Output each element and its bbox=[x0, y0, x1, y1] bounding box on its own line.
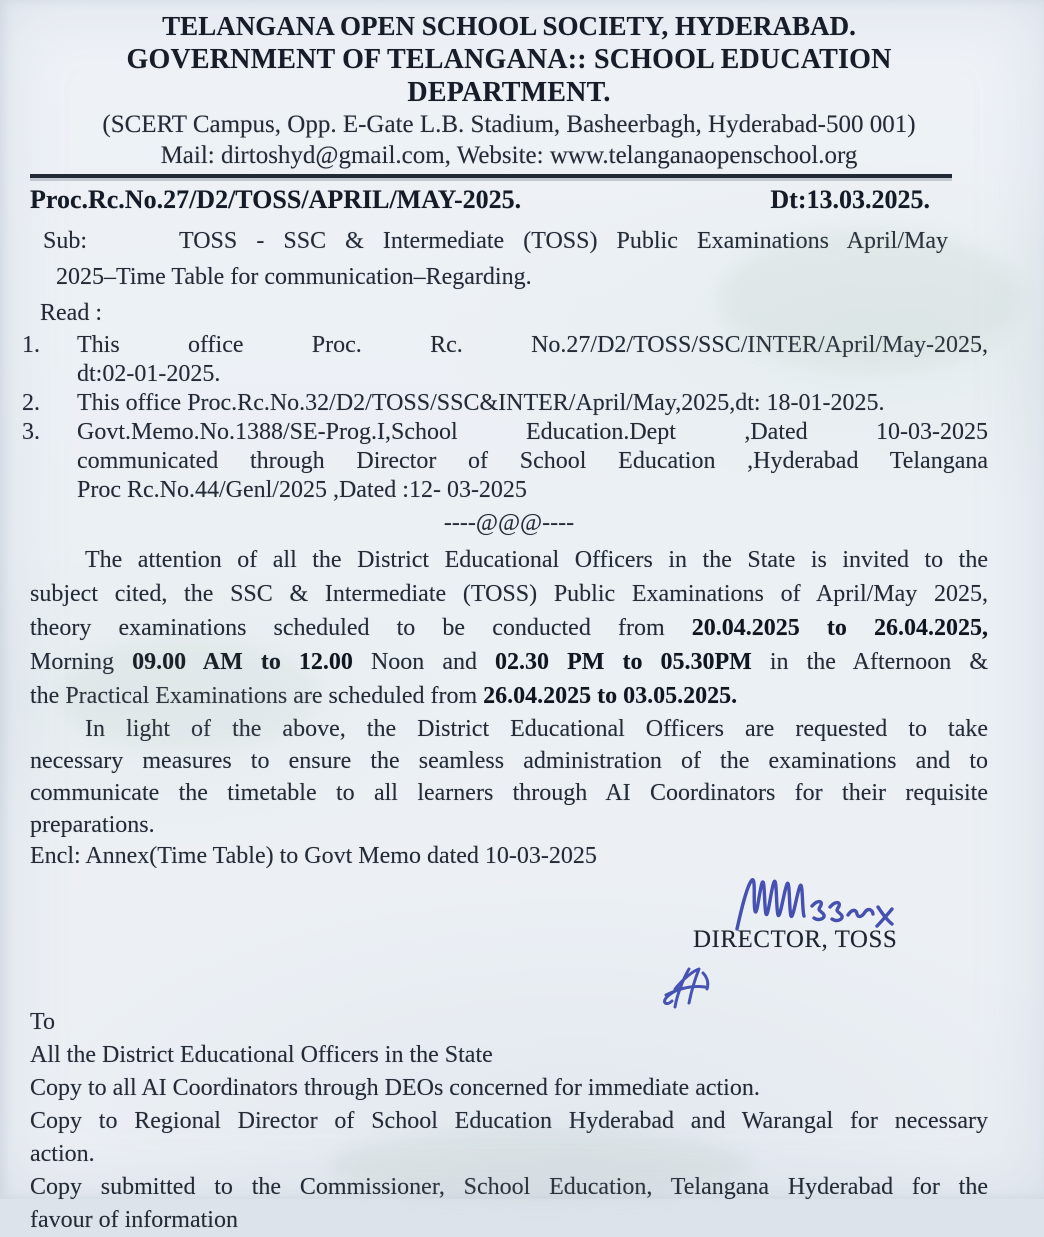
paragraph-line bbox=[30, 679, 988, 713]
signature-block bbox=[30, 871, 988, 1006]
reference-row bbox=[30, 185, 988, 215]
letterhead-society-name: TELANGANA OPEN SCHOOL SOCIETY, HYDERABAD. bbox=[162, 11, 856, 41]
paragraph-text: the Practical Examinations are scheduled from bbox=[30, 683, 484, 709]
letterhead-address: (SCERT Campus, Opp. E-Gate L.B. Stadium, Basheerbagh, Hyderabad-500 001) bbox=[102, 111, 916, 138]
distribution-line: action. bbox=[30, 1141, 95, 1167]
read-item-text: This office Proc. Rc. No.27/D2/TOSS/SSC/INTER/April/May-2025, bbox=[77, 332, 988, 358]
paragraph-text: Noon and bbox=[352, 649, 496, 675]
subject-text-line1: TOSS - SSC & Intermediate (TOSS) Public Examinations April/May bbox=[179, 228, 948, 254]
practical-exam-dates: 26.04.2025 to 03.05.2025. bbox=[483, 683, 738, 709]
morning-session-time: 09.00 AM to 12.00 bbox=[132, 649, 353, 675]
read-item-text: Govt.Memo.No.1388/SE-Prog.I,School Education.Dept ,Dated 10-03-2025 bbox=[77, 419, 988, 445]
read-item-3 bbox=[22, 418, 988, 505]
read-item-text: communicated through Director of School Education ,Hyderabad Telangana bbox=[77, 448, 988, 474]
read-item-number: 2. bbox=[22, 390, 40, 416]
read-item-1 bbox=[22, 331, 988, 389]
paragraph-line bbox=[30, 611, 988, 645]
paragraph-line: communicate the timetable to all learners through AI Coordinators for their requisite bbox=[30, 780, 988, 806]
read-item-number: 1. bbox=[22, 332, 40, 358]
paragraph-text: theory examinations scheduled to be conducted from bbox=[30, 615, 692, 641]
distribution-line: Copy submitted to the Commissioner, School Education, Telangana Hyderabad for the bbox=[30, 1174, 988, 1200]
body-paragraph-1 bbox=[30, 543, 988, 713]
enclosure-line: Encl: Annex(Time Table) to Govt Memo dated 10-03-2025 bbox=[30, 843, 597, 869]
proceeding-date: Dt:13.03.2025. bbox=[770, 185, 930, 214]
proceeding-number: Proc.Rc.No.27/D2/TOSS/APRIL/MAY-2025. bbox=[30, 185, 522, 214]
paragraph-line: preparations. bbox=[30, 812, 155, 838]
paragraph-line: subject cited, the SSC & Intermediate (TOSS) Public Examinations of April/May 2025, bbox=[30, 581, 988, 607]
letterhead bbox=[30, 10, 988, 171]
distribution-to-label: To bbox=[30, 1009, 55, 1035]
signature-initials bbox=[658, 961, 732, 1013]
body-paragraph-2 bbox=[30, 713, 988, 841]
distribution-line: All the District Educational Officers in the State bbox=[30, 1042, 493, 1068]
paragraph-line: The attention of all the District Educational Officers in the State is invited to the bbox=[85, 547, 988, 573]
distribution-line: Copy to all AI Coordinators through DEOs concerned for immediate action. bbox=[30, 1075, 760, 1101]
read-item-text: Proc Rc.No.44/Genl/2025 ,Dated :12- 03-2025 bbox=[77, 477, 527, 503]
letterhead-department: GOVERNMENT OF TELANGANA:: SCHOOL EDUCATION DEPARTMENT. bbox=[126, 44, 892, 108]
letterhead-contact: Mail: dirtoshyd@gmail.com, Website: www.telanganaopenschool.org bbox=[160, 142, 858, 169]
distribution-line: Copy to Regional Director of School Education Hyderabad and Warangal for necessary bbox=[30, 1108, 988, 1134]
section-separator: ----@@@---- bbox=[443, 510, 575, 536]
paragraph-line: necessary measures to ensure the seamless administration of the examinations and to bbox=[30, 748, 988, 774]
subject-label: Sub: bbox=[43, 228, 88, 254]
signatory-title: DIRECTOR, TOSS bbox=[693, 926, 898, 953]
subject-text-line2: 2025–Time Table for communication–Regarding. bbox=[56, 264, 532, 290]
distribution-line: favour of information bbox=[30, 1207, 238, 1233]
paragraph-text: in the Afternoon & bbox=[751, 649, 989, 675]
read-label: Read : bbox=[40, 300, 102, 326]
read-item-text: This office Proc.Rc.No.32/D2/TOSS/SSC&INTER/April/May,2025,dt: 18-01-2025. bbox=[77, 390, 885, 416]
header-divider bbox=[30, 174, 952, 178]
read-item-2 bbox=[22, 389, 988, 418]
signature-scribble bbox=[732, 873, 902, 933]
paragraph-line: In light of the above, the District Educational Officers are requested to take bbox=[85, 716, 988, 742]
paragraph-text: Morning bbox=[30, 649, 133, 675]
paragraph-line bbox=[30, 645, 988, 679]
read-item-text: dt:02-01-2025. bbox=[77, 361, 221, 387]
distribution-list bbox=[30, 1006, 988, 1237]
read-item-number: 3. bbox=[22, 419, 40, 445]
theory-exam-dates: 20.04.2025 to 26.04.2025, bbox=[691, 615, 988, 641]
afternoon-session-time: 02.30 PM to 05.30PM bbox=[495, 649, 752, 675]
subject-row bbox=[30, 223, 988, 259]
